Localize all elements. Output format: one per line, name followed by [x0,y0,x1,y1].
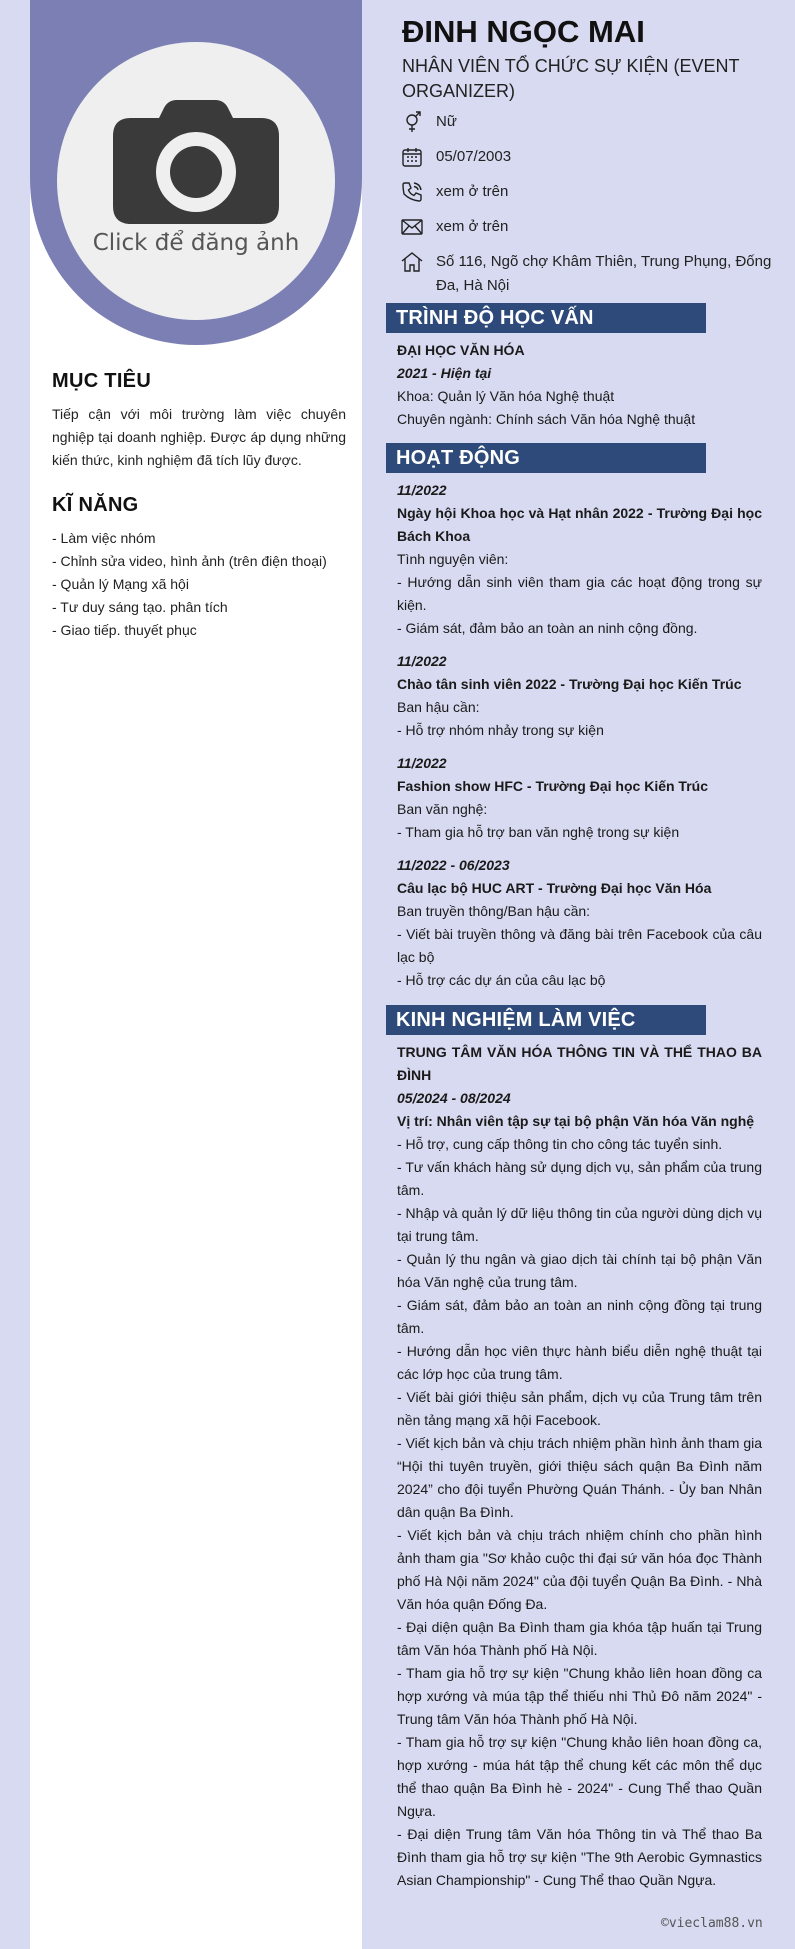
activity-role: Tình nguyện viên: [397,551,509,567]
experience-line: - Tham gia hỗ trợ sự kiện "Chung khảo liên hoan đồng ca hợp xướng và múa tập thể thiếu nhi Thủ Đô năm 2024" - Trung tâm Văn hóa Thành phố Hà Nội. [397,1665,762,1727]
activity-date: 11/2022 [397,755,447,771]
activity-date: 11/2022 - 06/2023 [397,857,510,873]
address-text: Số 116, Ngõ chợ Khâm Thiên, Trung Phụng, Đống Đa, Hà Nội [436,253,772,294]
education-major: Chuyên ngành: Chính sách Văn hóa Nghệ thuật [397,411,696,427]
photo-upload[interactable] [57,42,335,320]
education-period: 2021 - Hiện tại [397,365,492,381]
gender-row [400,110,776,134]
experience-title: KINH NGHIỆM LÀM VIỆC [386,1005,706,1035]
experience-line: - Tham gia hỗ trợ sự kiện "Chung khảo liên hoan đồng ca, hợp xướng - múa hát tập thể chung kết các môn thể dục thể thao quận Ba Đình hè - 2024" - Cung Thể thao Quần Ngựa. [397,1734,762,1819]
gender-icon [400,110,424,134]
activity-name: Fashion show HFC - Trường Đại học Kiến Trúc [397,778,709,794]
address-row [400,250,776,298]
experience-line: - Hỗ trợ, cung cấp thông tin cho công tác tuyển sinh. [397,1136,723,1152]
home-icon [400,250,424,274]
activity-name: Câu lạc bộ HUC ART - Trường Đại học Văn Hóa [397,880,712,896]
candidate-name: ĐINH NGỌC MAI [402,14,645,49]
watermark: ©vieclam88.vn [661,1916,763,1931]
skill-item: - Làm việc nhóm [52,530,156,546]
objective-section [52,370,346,472]
activity-item [397,650,762,742]
education-section [397,339,762,431]
activity-role: Ban văn nghệ: [397,801,488,817]
experience-line: - Quản lý thu ngân và giao dịch tài chính tại bộ phận Văn hóa Văn nghệ của trung tâm. [397,1251,762,1290]
education-title: TRÌNH ĐỘ HỌC VẤN [386,303,706,333]
experience-line: - Giám sát, đảm bảo an toàn an ninh cộng đồng tại trung tâm. [397,1297,762,1336]
right-column [362,0,795,1949]
candidate-position: NHÂN VIÊN TỔ CHỨC SỰ KIỆN (EVENT ORGANIZER) [402,56,740,101]
activity-line: - Hỗ trợ các dự án của câu lạc bộ [397,972,606,988]
birthdate-row [400,145,776,169]
activity-line: - Hướng dẫn sinh viên tham gia các hoạt động trong sự kiện. [397,574,762,613]
photo-frame [30,0,362,345]
activities-title: HOẠT ĐỘNG [386,443,706,473]
education-faculty: Khoa: Quản lý Văn hóa Nghệ thuật [397,388,615,404]
skills-title: KĨ NĂNG [52,494,139,516]
activity-name: Chào tân sinh viên 2022 - Trường Đại học Kiến Trúc [397,676,742,692]
camera-icon [113,100,279,224]
activity-date: 11/2022 [397,653,447,669]
skills-section [52,494,346,642]
activity-date: 11/2022 [397,482,447,498]
activity-line: - Giám sát, đảm bảo an toàn an ninh cộng đồng. [397,620,698,636]
experience-company: TRUNG TÂM VĂN HÓA THÔNG TIN VÀ THỂ THAO BA ĐÌNH [397,1044,762,1083]
birthdate-text: 05/07/2003 [436,148,512,165]
experience-line: - Viết bài giới thiệu sản phẩm, dịch vụ của Trung tâm trên nền tảng mạng xã hội Facebook. [397,1389,762,1428]
gender-text: Nữ [436,113,457,130]
experience-period: 05/2024 - 08/2024 [397,1090,511,1106]
skill-item: - Tư duy sáng tạo. phân tích [52,599,228,615]
activity-role: Ban hậu cần: [397,699,480,715]
activity-role: Ban truyền thông/Ban hậu cần: [397,903,591,919]
skill-item: - Giao tiếp. thuyết phục [52,622,197,638]
activity-line: - Hỗ trợ nhóm nhảy trong sự kiện [397,722,604,738]
email-row [400,215,776,239]
activity-name: Ngày hội Khoa học và Hạt nhân 2022 - Trường Đại học Bách Khoa [397,505,762,544]
experience-line: - Đại diện Trung tâm Văn hóa Thông tin và Thể thao Ba Đình tham gia hỗ trợ sự kiện "The 9th Aerobic Gymnastics Asian Championship" - Cung Thể thao Quần Ngựa. [397,1826,762,1888]
activity-item [397,752,762,844]
activity-item [397,854,762,992]
activity-line: - Tham gia hỗ trợ ban văn nghệ trong sự kiện [397,824,680,840]
email-text: xem ở trên [436,218,509,235]
left-column [30,0,362,1949]
education-school: ĐẠI HỌC VĂN HÓA [397,342,525,358]
experience-role: Vị trí: Nhân viên tập sự tại bộ phận Văn hóa Văn nghệ [397,1113,755,1129]
mail-icon [400,215,424,239]
experience-line: - Đại diện quận Ba Đình tham gia khóa tập huấn tại Trung tâm Văn hóa Thành phố Hà Nội. [397,1619,762,1658]
skill-item: - Quản lý Mạng xã hội [52,576,189,592]
experience-line: - Viết kịch bản và chịu trách nhiệm phần hình ảnh tham gia “Hội thi tuyên truyền, giới thiệu sách quận Ba Đình năm 2024” cho đội tuyển Phường Quán Thánh. - Ủy ban Nhân dân quận Ba Đình. [397,1435,762,1520]
activity-item [397,479,762,640]
phone-row [400,180,776,204]
phone-icon [400,180,424,204]
photo-upload-label: Click để đăng ảnh [92,230,300,256]
skill-item: - Chỉnh sửa video, hình ảnh (trên điện thoại) [52,553,327,569]
experience-section [397,1041,762,1892]
skills-list [52,527,346,642]
experience-line: - Hướng dẫn học viên thực hành biểu diễn nghệ thuật tại các lớp học của trung tâm. [397,1343,762,1382]
objective-title: MỤC TIÊU [52,370,152,392]
objective-text: Tiếp cận với môi trường làm việc chuyên nghiệp tại doanh nghiệp. Được áp dụng những kiến thức, kinh nghiệm đã tích lũy được. [52,406,346,468]
experience-line: - Viết kịch bản và chịu trách nhiệm chính cho phần hình ảnh tham gia "Sơ khảo cuộc thi đại sứ văn hóa đọc Thành phố Hà Nội năm 2024" của đội tuyển Quận Ba Đình. - Nhà Văn hóa quận Đống Đa. [397,1527,762,1612]
phone-text: xem ở trên [436,183,509,200]
activities-section [397,479,762,992]
experience-line: - Tư vấn khách hàng sử dụng dịch vụ, sản phẩm của trung tâm. [397,1159,762,1198]
experience-line: - Nhập và quản lý dữ liệu thông tin của người dùng dịch vụ tại trung tâm. [397,1205,762,1244]
activity-line: - Viết bài truyền thông và đăng bài trên Facebook của câu lạc bộ [397,926,762,965]
calendar-icon [400,145,424,169]
